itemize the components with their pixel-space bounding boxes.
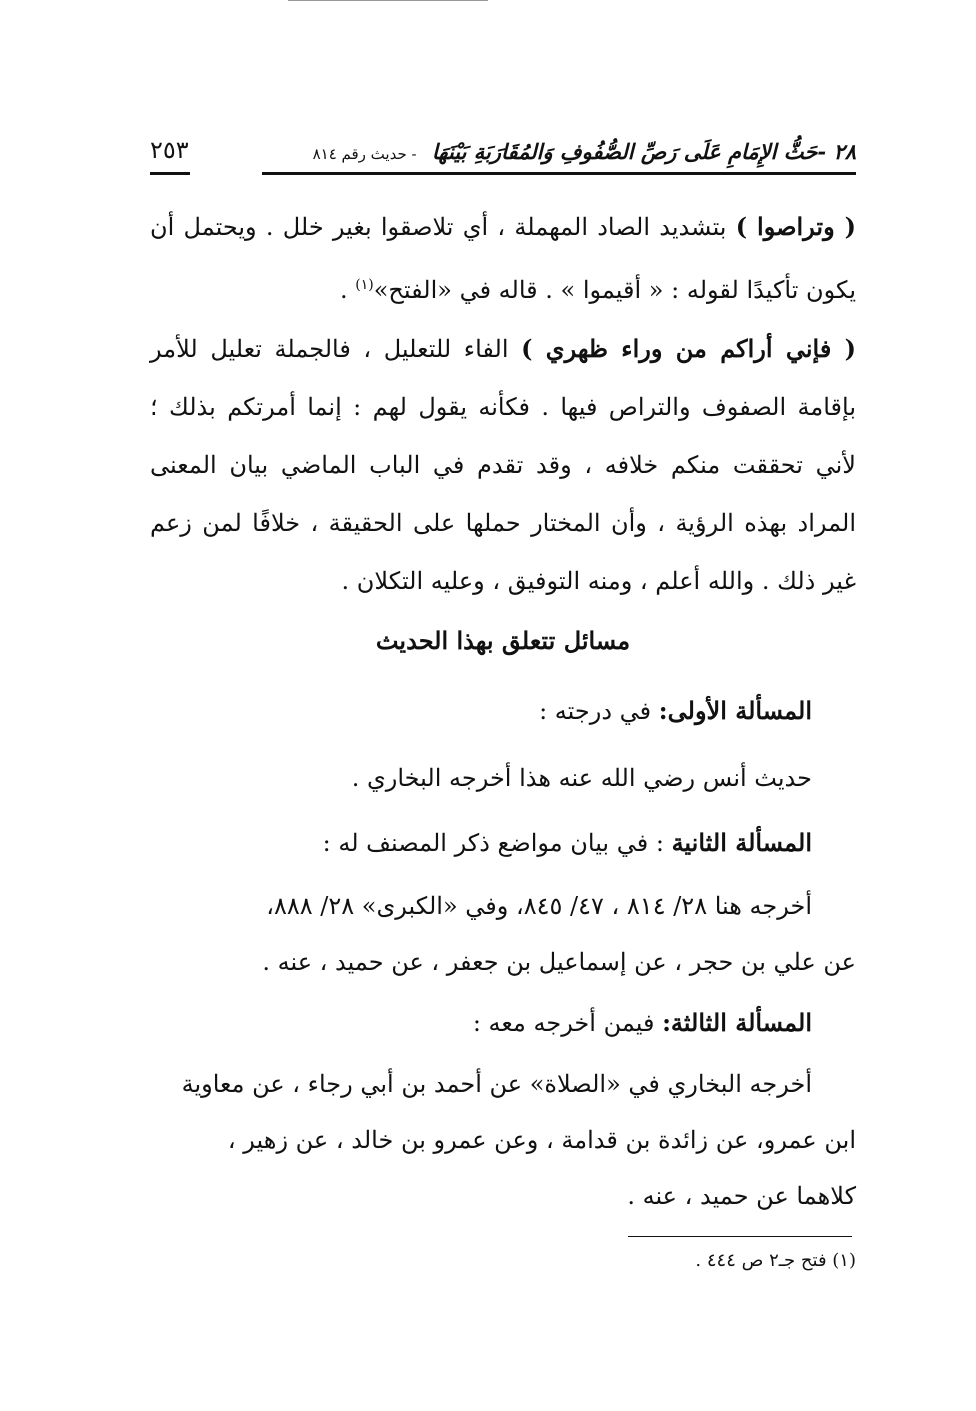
issue-3-text-line-2: ابن عمرو، عن زائدة بن قدامة ، وعن عمرو بن خالد ، عن زهير ،: [227, 1126, 856, 1154]
issue-2-text-line-1: أخرجه هنا ٢٨/ ٨١٤ ، ٤٧/ ٨٤٥، وفي «الكبرى» ٢٨/ ٨٨٨،: [266, 892, 812, 920]
header-rule: [262, 172, 856, 175]
issue-1-title: في درجته :: [539, 697, 659, 725]
footnote-mark: (١): [355, 277, 374, 293]
scan-top-edge: [288, 0, 488, 1]
issue-3-text-line-1: أخرجه البخاري في «الصلاة» عن أحمد بن أبي رجاء ، عن معاوية: [181, 1070, 812, 1098]
issue-3-label: المسألة الثالثة:: [662, 1008, 812, 1037]
issue-3-text-line-3: كلاهما عن حميد ، عنه .: [627, 1182, 856, 1210]
issue-2-title: : في بيان مواضع ذكر المصنف له :: [322, 829, 672, 857]
issue-3-title: فيمن أخرجه معه :: [472, 1009, 663, 1037]
chapter-title: [313, 139, 856, 164]
section-heading: مسائل تتعلق بهذا الحديث: [375, 626, 631, 655]
issue-2-label: المسألة الثانية: [671, 828, 812, 857]
paragraph-1-text: بتشديد الصاد المهملة ، أي تلاصقوا بغير خلل . ويحتمل أن يكون تأكيدًا لقوله : « أقيموا » . قاله في «الفتح»: [150, 213, 856, 304]
hadith-reference: - حديث رقم ٨١٤: [312, 145, 417, 163]
issue-1-text: حديث أنس رضي الله عنه هذا أخرجه البخاري .: [351, 764, 812, 792]
issue-2-heading: [323, 828, 812, 857]
quoted-phrase-1: ( وتراصوا ): [735, 212, 857, 241]
issue-2-text-line-2: عن علي بن حجر ، عن إسماعيل بن جعفر ، عن حميد ، عنه .: [262, 948, 856, 976]
page-number: ٢٥٣: [150, 136, 189, 164]
paragraph-2-text: الفاء للتعليل ، فالجملة تعليل للأمر بإقامة الصفوف والتراص فيها . فكأنه يقول لهم : إنما أمرتكم بذلك ؛ لأني تحققت منكم خلافه ، وقد تقدم في الباب الماضي بيان المعنى المراد بهذه الرؤية ، وأن المختار حملها على الحقيقة ، خلافًا لمن زعم غير ذلك . والله أعلم ، ومنه التوفيق ، وعليه التكلان .: [150, 335, 856, 595]
paragraph-1-end: .: [339, 276, 356, 304]
running-header: [150, 130, 856, 164]
footnote: (١) فتح جـ٢ ص ٤٤٤ .: [695, 1250, 856, 1271]
page-number-rule: [150, 172, 190, 175]
paragraph-1: [150, 198, 856, 319]
issue-3-heading: [473, 1008, 812, 1037]
quoted-phrase-2: ( فإني أراكم من وراء ظهري ): [521, 334, 856, 363]
footnote-rule: [628, 1236, 852, 1237]
paragraph-2: [150, 320, 856, 610]
issue-1-label: المسألة الأولى:: [658, 696, 812, 725]
issue-1-heading: [539, 696, 812, 725]
chapter-title-text: ٢٨ -حَثُّ الإِمَامِ عَلَى رَصِّ الصُّفُوفِ وَالمُقَارَبَةِ بَيْنَهَا: [431, 139, 856, 164]
